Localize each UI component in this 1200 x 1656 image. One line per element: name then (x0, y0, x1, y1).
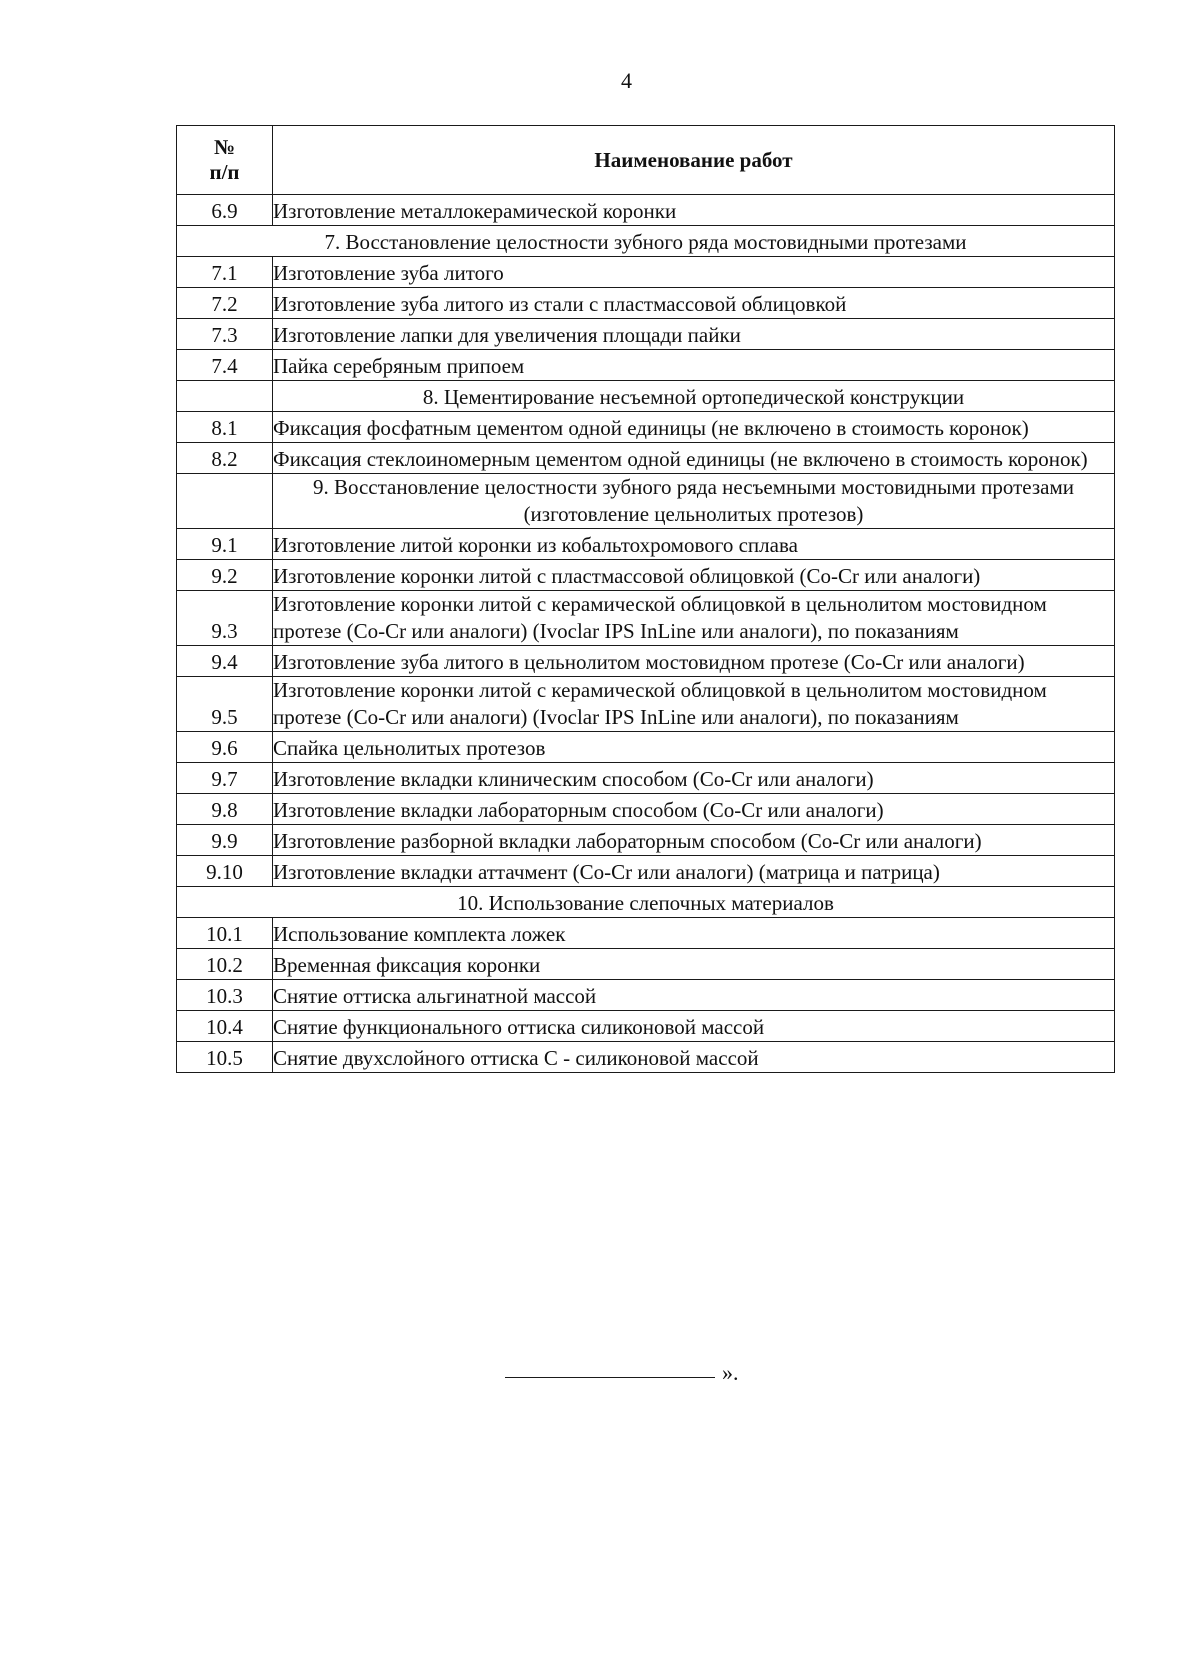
closing-quote: ». (722, 1360, 739, 1385)
table-row (177, 825, 1115, 856)
item-name: Фиксация стеклоиномерным цементом одной единицы (не включено в стоимость коронок) (273, 443, 1115, 474)
item-name: Изготовление металлокерамической коронки (273, 195, 1115, 226)
table-row (177, 980, 1115, 1011)
item-number: 7.3 (177, 319, 273, 350)
table-row (177, 350, 1115, 381)
item-number: 9.1 (177, 529, 273, 560)
item-number: 9.8 (177, 794, 273, 825)
table-row (177, 257, 1115, 288)
item-number: 10.4 (177, 1011, 273, 1042)
item-name: Изготовление вкладки аттачмент (Co-Cr или аналоги) (матрица и патрица) (273, 856, 1115, 887)
item-number: 10.5 (177, 1042, 273, 1073)
table-row (177, 591, 1115, 646)
item-name: Изготовление зуба литого из стали с пластмассовой облицовкой (273, 288, 1115, 319)
item-name: Снятие оттиска альгинатной массой (273, 980, 1115, 1011)
item-name: Изготовление разборной вкладки лабораторным способом (Co-Cr или аналоги) (273, 825, 1115, 856)
item-number: 9.7 (177, 763, 273, 794)
item-name: Снятие функционального оттиска силиконовой массой (273, 1011, 1115, 1042)
item-number: 9.2 (177, 560, 273, 591)
table-row (177, 1042, 1115, 1073)
item-name: Изготовление вкладки клиническим способом (Co-Cr или аналоги) (273, 763, 1115, 794)
item-name: Изготовление коронки литой с пластмассовой облицовкой (Co-Cr или аналоги) (273, 560, 1115, 591)
section-title: 9. Восстановление целостности зубного ряда несъемными мостовидными протезами (изготовление цельнолитых протезов) (273, 474, 1115, 529)
item-name: Временная фиксация коронки (273, 949, 1115, 980)
table-row (177, 646, 1115, 677)
item-number: 9.4 (177, 646, 273, 677)
table-row (177, 794, 1115, 825)
table-row (177, 195, 1115, 226)
item-number: 10.2 (177, 949, 273, 980)
table-row (177, 918, 1115, 949)
table-row (177, 412, 1115, 443)
section-number-cell (177, 381, 273, 412)
header-name-label: Наименование работ (594, 147, 793, 172)
item-number: 8.2 (177, 443, 273, 474)
item-number: 6.9 (177, 195, 273, 226)
signature-line (505, 1377, 715, 1378)
item-number: 9.10 (177, 856, 273, 887)
table-row (177, 949, 1115, 980)
item-name: Изготовление литой коронки из кобальтохромового сплава (273, 529, 1115, 560)
item-name: Спайка цельнолитых протезов (273, 732, 1115, 763)
item-number: 9.3 (177, 591, 273, 646)
item-name: Фиксация фосфатным цементом одной единицы (не включено в стоимость коронок) (273, 412, 1115, 443)
header-name (273, 126, 1115, 195)
header-number-label: № п/п (209, 135, 240, 184)
item-name: Снятие двухслойного оттиска С - силиконовой массой (273, 1042, 1115, 1073)
item-name: Изготовление лапки для увеличения площади пайки (273, 319, 1115, 350)
section-title: 7. Восстановление целостности зубного ряда мостовидными протезами (177, 226, 1115, 257)
table-row (177, 677, 1115, 732)
item-name: Пайка серебряным припоем (273, 350, 1115, 381)
item-number: 9.9 (177, 825, 273, 856)
page-number: 4 (621, 68, 632, 93)
table-body (177, 195, 1115, 1073)
item-number: 7.1 (177, 257, 273, 288)
table-header-row (177, 126, 1115, 195)
item-number: 10.3 (177, 980, 273, 1011)
table-row (177, 288, 1115, 319)
section-row (177, 474, 1115, 529)
section-row (177, 887, 1115, 918)
table-row (177, 529, 1115, 560)
table-row (177, 732, 1115, 763)
works-table (176, 125, 1115, 1073)
item-number: 9.5 (177, 677, 273, 732)
section-row (177, 381, 1115, 412)
section-number-cell (177, 474, 273, 529)
item-number: 7.4 (177, 350, 273, 381)
item-number: 7.2 (177, 288, 273, 319)
item-number: 8.1 (177, 412, 273, 443)
table-row (177, 763, 1115, 794)
item-number: 10.1 (177, 918, 273, 949)
item-name: Изготовление коронки литой с керамической облицовкой в цельнолитом мостовидном протезе (Co-Cr или аналоги) (Ivoclar IPS InLine или аналоги), по показаниям (273, 677, 1115, 732)
item-name: Изготовление зуба литого в цельнолитом мостовидном протезе (Co-Cr или аналоги) (273, 646, 1115, 677)
table-row (177, 1011, 1115, 1042)
item-number: 9.6 (177, 732, 273, 763)
section-title: 8. Цементирование несъемной ортопедической конструкции (273, 381, 1115, 412)
section-title: 10. Использование слепочных материалов (177, 887, 1115, 918)
header-number (177, 126, 273, 195)
table-row (177, 319, 1115, 350)
item-name: Изготовление вкладки лабораторным способом (Co-Cr или аналоги) (273, 794, 1115, 825)
table-row (177, 560, 1115, 591)
item-name: Использование комплекта ложек (273, 918, 1115, 949)
table-row (177, 856, 1115, 887)
table-row (177, 443, 1115, 474)
item-name: Изготовление зуба литого (273, 257, 1115, 288)
section-row (177, 226, 1115, 257)
item-name: Изготовление коронки литой с керамической облицовкой в цельнолитом мостовидном протезе (Co-Cr или аналоги) (Ivoclar IPS InLine или аналоги), по показаниям (273, 591, 1115, 646)
